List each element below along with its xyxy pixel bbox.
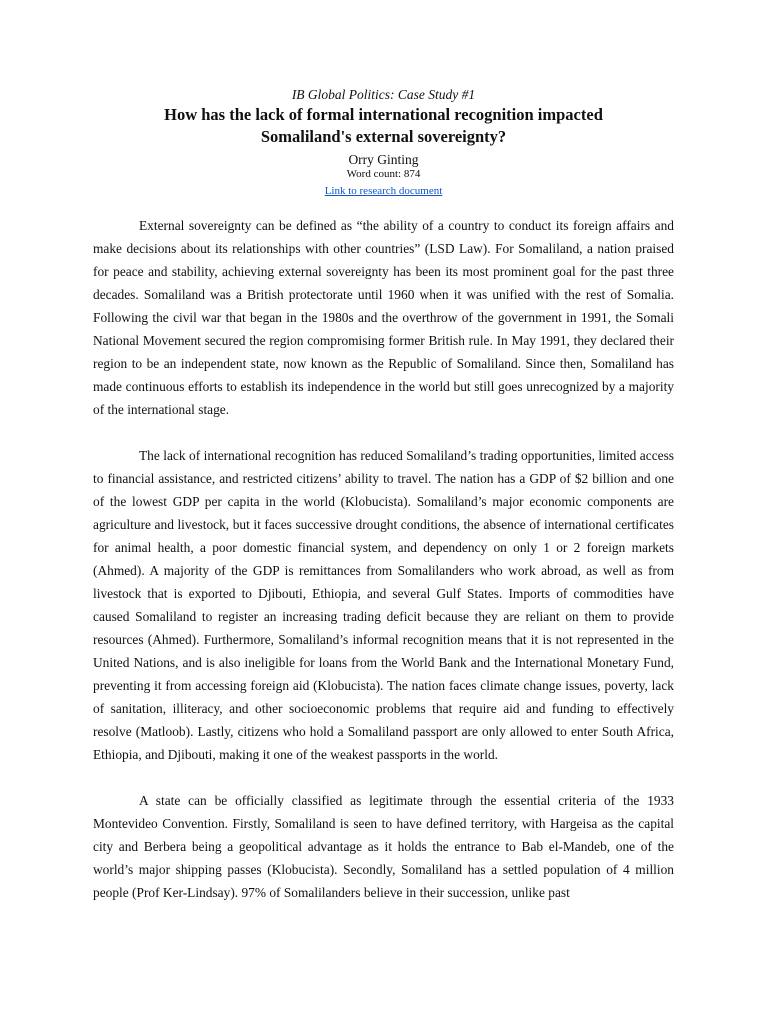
author-name: Orry Ginting <box>348 152 419 167</box>
paragraph-montevideo-criteria: A state can be officially classified as legitimate through the essential criteria of the 1933 Montevideo Convention. Firstly, Somaliland is seen to have defined territory, with Hargeisa as the capital city and Berbera being a geopolitical advantage as it holds the entrance to Bab el-Mandeb, one of the world’s major shipping passes (Klobucista). Secondly, Somaliland has a settled population of 4 million people (Prof Ker-Lindsay). 97% of Somalilanders believe in their succession, unlike past <box>93 793 674 900</box>
word-count: Word count: 874 <box>346 168 421 180</box>
title-line-1: How has the lack of formal international recognition impacted <box>164 105 603 124</box>
research-document-link[interactable]: Link to research document <box>324 185 443 197</box>
document-title <box>93 104 674 148</box>
document-body <box>93 214 674 904</box>
document-page <box>93 86 674 927</box>
title-line-2: Somaliland's external sovereignty? <box>260 127 507 146</box>
paragraph-lack-of-recognition: The lack of international recognition has reduced Somaliland’s trading opportunities, limited access to financial assistance, and restricted citizens’ ability to travel. The nation has a GDP of $2 billion and one of the lowest GDP per capita in the world (Klobucista). Somaliland’s major economic components are agriculture and livestock, but it faces successive drought conditions, the absence of international certificates for animal health, a poor domestic financial system, and dependency on only 1 or 2 foreign markets (Ahmed). A majority of the GDP is remittances from Somalilanders who work abroad, as well as from livestock that is exported to Djibouti, Ethiopia, and several Gulf States. Imports of commodities have caused Somaliland to register an increasing trading deficit because they are reliant on them to provide resources (Ahmed). Furthermore, Somaliland’s informal recognition means that it is not represented in the United Nations, and is also ineligible for loans from the World Bank and the International Monetary Fund, preventing it from accessing foreign aid (Klobucista). The nation faces climate change issues, poverty, lack of sanitation, illiteracy, and other socioeconomic problems that require aid and funding to effectively resolve (Matloob). Lastly, citizens who hold a Somaliland passport are only allowed to enter South Africa, Ethiopia, and Djibouti, making it one of the weakest passports in the world. <box>93 448 674 762</box>
paragraph-external-sovereignty: External sovereignty can be defined as “the ability of a country to conduct its foreign affairs and make decisions about its relationships with other countries” (LSD Law). For Somaliland, a nation praised for peace and stability, achieving external sovereignty has been its most prominent goal for the past three decades. Somaliland was a British protectorate until 1960 when it was unified with the rest of Somalia. Following the civil war that began in the 1980s and the overthrow of the government in 1991, the Somali National Movement secured the region compromising former British rule. In May 1991, they declared their region to be an independent state, now known as the Republic of Somaliland. Since then, Somaliland has made continuous efforts to establish its independence in the world but still goes unrecognized by a majority of the international stage. <box>93 218 674 417</box>
document-header <box>93 86 674 199</box>
course-label: IB Global Politics: Case Study #1 <box>291 87 476 102</box>
